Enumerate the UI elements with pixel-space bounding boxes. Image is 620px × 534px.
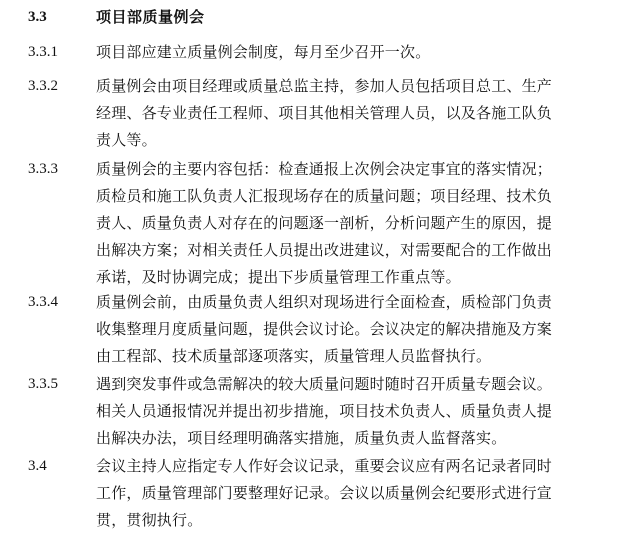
- text-line: 工作，质量管理部门要整理好记录。会议以质量例会纪要形式进行宣: [96, 484, 553, 502]
- clause-number: 3.3.3: [28, 161, 58, 177]
- clause-number: 3.3.1: [28, 44, 58, 60]
- text-line: 会议主持人应指定专人作好会议记录，重要会议应有两名记录者同时: [96, 457, 553, 475]
- text-line: 质量例会由项目经理或质量总监主持，参加人员包括项目总工、生产: [96, 77, 553, 95]
- section-number: 3.4: [28, 458, 47, 474]
- text-line: 项目部应建立质量例会制度，每月至少召开一次。: [96, 43, 431, 61]
- text-line: 质量例会的主要内容包括：检查通报上次例会决定事宜的落实情况；: [96, 160, 553, 178]
- text-line: 出解决办法，项目经理明确落实措施，质量负责人监督落实。: [96, 429, 507, 447]
- clause-number: 3.3.2: [28, 78, 58, 94]
- text-line: 相关人员通报情况并提出初步措施，项目技术负责人、质量负责人提: [96, 402, 553, 420]
- clause-text: [96, 371, 592, 452]
- text-line: 承诺，及时协调完成；提出下步质量管理工作重点等。: [96, 268, 461, 286]
- clause-number: 3.3.4: [28, 294, 58, 310]
- clause-text: [96, 289, 592, 370]
- section-text: [96, 453, 592, 534]
- clause-text: [96, 73, 592, 154]
- text-line: 出解决方案；对相关责任人员提出改进建议，对需要配合的工作做出: [96, 241, 553, 259]
- text-line: 质量例会前，由质量负责人组织对现场进行全面检查，质检部门负责: [96, 293, 553, 311]
- text-line: 由工程部、技术质量部逐项落实，质量管理人员监督执行。: [96, 347, 492, 365]
- section-number: 3.3: [28, 9, 47, 25]
- text-line: 责人、质量负责人对存在的问题逐一剖析，分析问题产生的原因，提: [96, 214, 553, 232]
- clause-text: [96, 39, 592, 66]
- text-line: 责人等。: [96, 131, 157, 149]
- section-title: 项目部质量例会: [96, 8, 205, 26]
- text-line: 遇到突发事件或急需解决的较大质量问题时随时召开质量专题会议。: [96, 375, 553, 393]
- text-line: 贯，贯彻执行。: [96, 511, 203, 529]
- text-line: 质检员和施工队负责人汇报现场存在的质量问题；项目经理、技术负: [96, 187, 553, 205]
- clause-number: 3.3.5: [28, 376, 58, 392]
- clause-text: [96, 156, 592, 291]
- text-line: 经理、各专业责任工程师、项目其他相关管理人员，以及各施工队负: [96, 104, 553, 122]
- text-line: 收集整理月度质量问题，提供会议讨论。会议决定的解决措施及方案: [96, 320, 553, 338]
